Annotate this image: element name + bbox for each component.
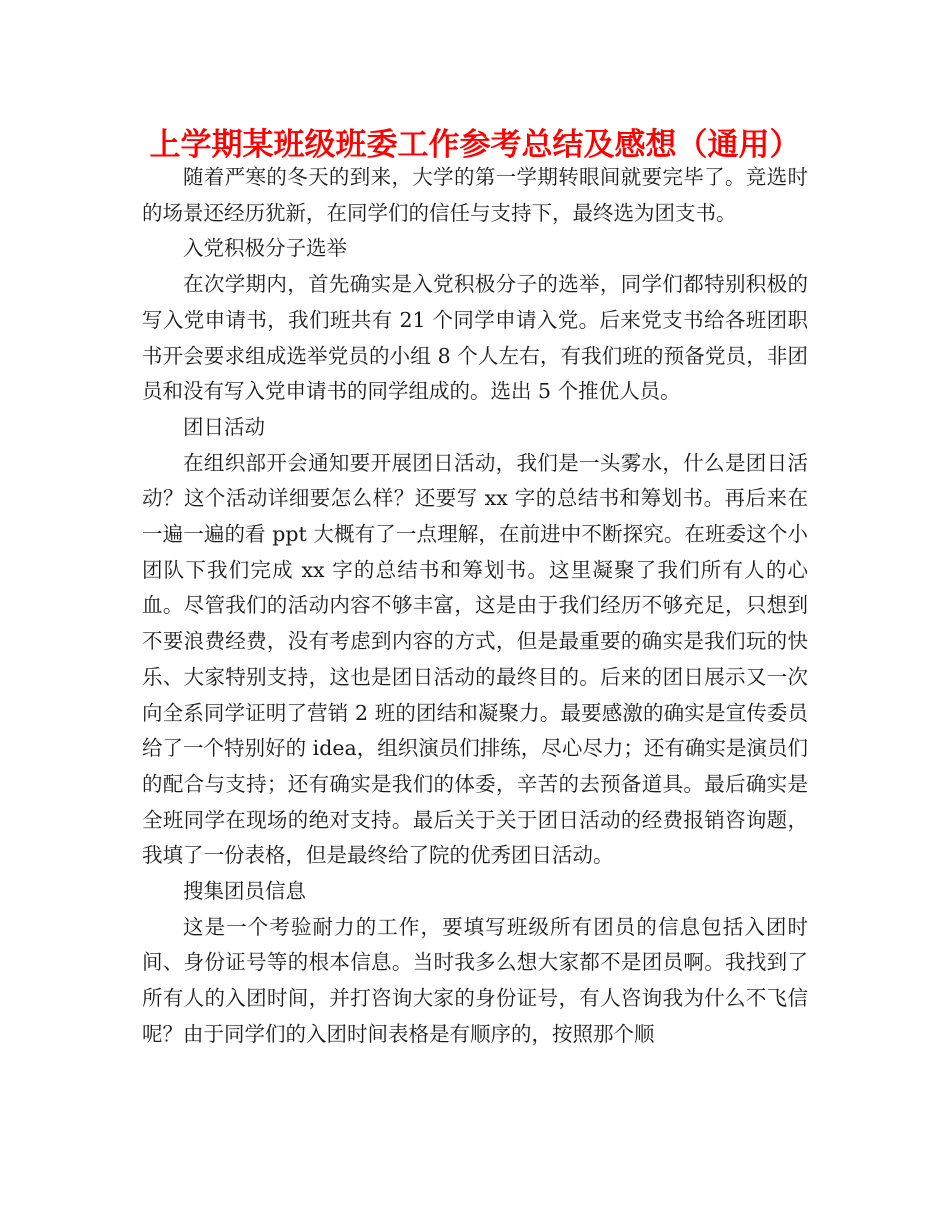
section-heading-league-day: 团日活动 [183,414,265,439]
paragraph-league-day: 在组织部开会通知要开展团日活动，我们是一头雾水，什么是团日活动？这个活动详细要怎么样？还要写 xx 字的总结书和筹划书。再后来在一遍一遍的看 ppt 大概有了一点理解，在前进中不断探究。在班委这个小团队下我们完成 xx 字的总结书和筹划书。这里凝聚了我们所有人的心血。尽管我们的活动内容不够丰富，这是由于我们经历不够充足，只想到不要浪费经费，没有考虑到内容的方式，但是最重要的确实是我们玩的快乐、大家特别支持，这也是团日活动的最终目的。后来的团日展示又一次向全系同学证明了营销 2 班的团结和凝聚力。最要感激的确实是宣传委员给了一个特别好的 idea，组织演员们排练，尽心尽力；还有确实是演员们的配合与支持；还有确实是我们的体委，辛苦的去预备道具。最后确实是全班同学在现场的绝对支持。最后关于关于团日活动的经费报销咨询题，我填了一份表格，但是最终给了院的优秀团日活动。 [142,450,808,868]
paragraph-member-info: 这是一个考验耐力的工作，要填写班级所有团员的信息包括入团时间、身份证号等的根本信息。当时我多么想大家都不是团员啊。我找到了所有人的入团时间，并打咨询大家的身份证号，有人咨询我为什么不飞信呢？由于同学们的入团时间表格是有顺序的，按照那个顺 [142,914,808,1046]
document-title: 上学期某班级班委工作参考总结及感想（通用） [149,127,801,163]
section-heading-member-info: 搜集团员信息 [183,879,306,904]
section-heading-party-election: 入党积极分子选举 [183,236,347,261]
document-body [142,160,808,1053]
paragraph-intro: 随着严寒的冬天的到来，大学的第一学期转眼间就要完毕了。竞选时的场景还经历犹新，在同学们的信任与支持下，最终选为团支书。 [142,165,808,225]
paragraph-party-election: 在次学期内，首先确实是入党积极分子的选举，同学们都特别积极的写入党申请书，我们班共有 21 个同学申请入党。后来党支书给各班团职书开会要求组成选举党员的小组 8 个人左右，有我们班的预备党员，非团员和没有写入党申请书的同学组成的。选出 5 个推优人员。 [142,272,808,404]
